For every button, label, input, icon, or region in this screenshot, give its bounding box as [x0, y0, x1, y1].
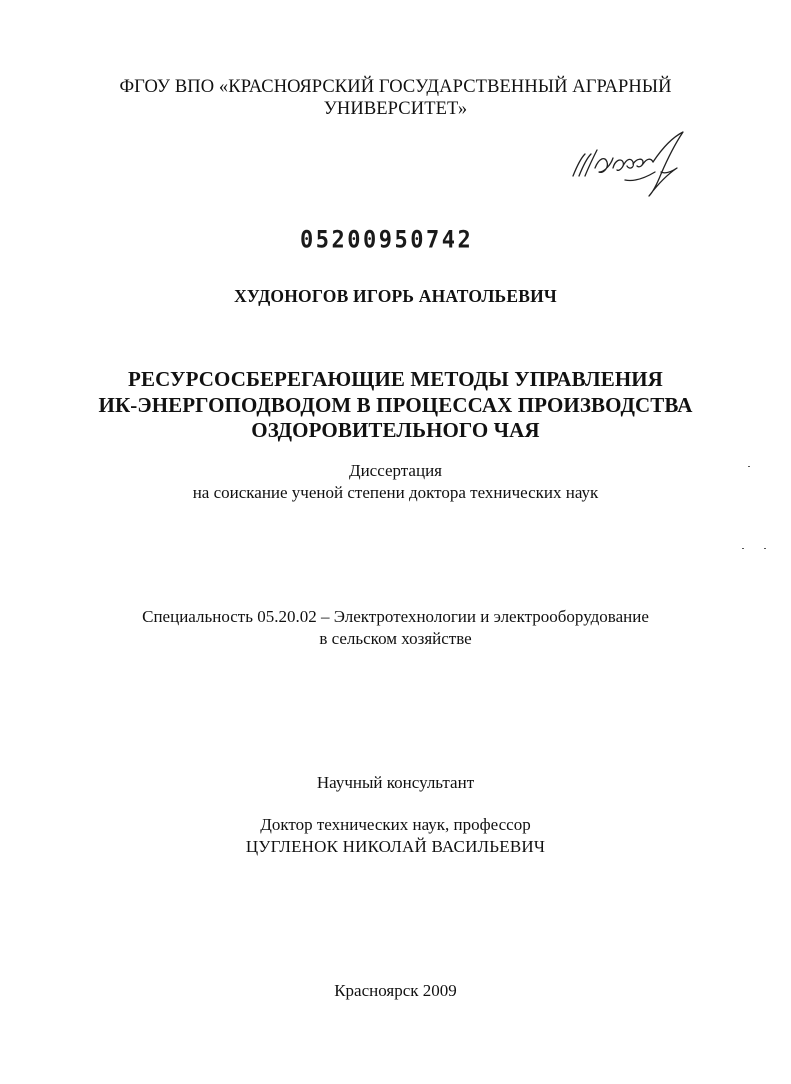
author-name: ХУДОНОГОВ ИГОРЬ АНАТОЛЬЕВИЧ	[234, 286, 557, 306]
dissertation-title	[0, 367, 791, 444]
library-inventory-number: 05200950742	[300, 226, 474, 255]
consultant-name: ЦУГЛЕНОК НИКОЛАЙ ВАСИЛЬЕВИЧ	[245, 836, 546, 856]
work-type-line-1: Диссертация	[348, 461, 442, 480]
consultant-info	[0, 814, 791, 857]
scan-speck	[748, 466, 750, 467]
speciality	[0, 606, 791, 649]
consultant-label: Научный консультант	[316, 773, 475, 792]
scan-speck	[764, 548, 766, 549]
institution-line-1: ФГОУ ВПО «КРАСНОЯРСКИЙ ГОСУДАРСТВЕННЫЙ АГРАРНЫЙ	[119, 77, 672, 97]
title-line-3: ОЗДОРОВИТЕЛЬНОГО ЧАЯ	[251, 418, 540, 442]
work-type-line-2: на соискание ученой степени доктора технических наук	[192, 482, 599, 502]
title-line-2: ИК-ЭНЕРГОПОДВОДОМ В ПРОЦЕССАХ ПРОИЗВОДСТВА	[98, 392, 693, 417]
institution-line-2: УНИВЕРСИТЕТ»	[323, 99, 468, 119]
title-line-1: РЕСУРСОСБЕРЕГАЮЩИЕ МЕТОДЫ УПРАВЛЕНИЯ	[128, 367, 663, 391]
handwritten-signature	[565, 128, 705, 198]
speciality-line-2: в сельском хозяйстве	[319, 628, 472, 648]
institution-header	[0, 76, 791, 120]
consultant-degree: Доктор технических наук, профессор	[260, 815, 531, 834]
scan-speck	[742, 548, 744, 549]
place-and-year: Красноярск 2009	[334, 981, 457, 1000]
speciality-line-1: Специальность 05.20.02 – Электротехнологии и электрооборудование	[142, 607, 649, 626]
work-type	[0, 460, 791, 503]
